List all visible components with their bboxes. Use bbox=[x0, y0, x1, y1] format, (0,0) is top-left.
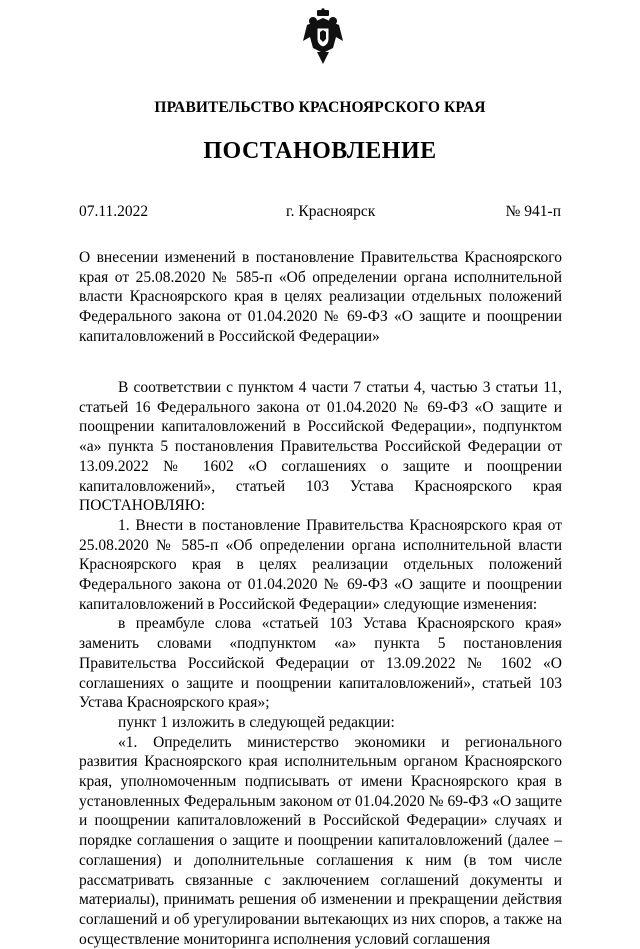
body-paragraph: пункт 1 изложить в следующей редакции: bbox=[118, 713, 395, 731]
body-paragraph: В соответствии с пунктом 4 части 7 статьи 4, частью 3 статьи 11, статьей 16 Федерального закона от 01.04.2020 № 69-ФЗ «О защите и поощрении капиталовложений в Российской Федерации», подпунктом «а» пункта 5 постановления Правительства Российской Федерации от 13.09.2022 № 1602 «О соглашениях о защите и поощрении капиталовложений», статьей 103 Устава Красноярского края ПОСТАНОВЛЯЮ: bbox=[79, 379, 562, 515]
document-type-title: ПОСТАНОВЛЕНИЕ bbox=[203, 138, 437, 164]
government-title: ПРАВИТЕЛЬСТВО КРАСНОЯРСКОГО КРАЯ bbox=[154, 99, 486, 116]
document-number: № 941-п bbox=[505, 203, 561, 220]
body-paragraph: «1. Определить министерство экономики и регионального развития Красноярского края исполнительным органом Красноярского края, уполномоченным подписывать от имени Красноярского края в установленных Федеральным законом от 01.04.2020 № 69-ФЗ «О защите и поощрении капиталовложений в Российской Федерации» случаях и порядке соглашения о защите и поощрении капиталовложений (далее – соглашения) и дополнительные соглашения к ним (в том числе рассматривать связанные с заключением соглашений документы и материалы), принимать решения об изменении и прекращении действия соглашений и об урегулировании вытекающих из них споров, а также на осуществление мониторинга исполнения условий соглашения bbox=[79, 733, 562, 948]
subject-text: О внесении изменений в постановление Правительства Красноярского края от 25.08.2020 № 585-п «Об определении органа исполнительной власти Красноярского края в целях реализации отдельных положений Федерального закона от 01.04.2020 № 69-ФЗ «О защите и поощрении капиталовложений в Российской Федерации» bbox=[79, 249, 562, 345]
document-subject bbox=[79, 248, 562, 347]
document-city: г. Красноярск bbox=[286, 203, 376, 220]
krasnoyarsk-coat-of-arms-icon bbox=[302, 8, 344, 66]
body-paragraph: 1. Внести в постановление Правительства Красноярского края от 25.08.2020 № 585-п «Об определении органа исполнительной власти Красноярского края в целях реализации отдельных положений Федерального закона от 01.04.2020 № 69-ФЗ «О защите и поощрении капиталовложений в Российской Федерации» следующие изменения: bbox=[79, 516, 562, 613]
document-date: 07.11.2022 bbox=[79, 203, 149, 220]
body-paragraph: в преамбуле слова «статьей 103 Устава Красноярского края» заменить словами «подпунктом «а» пункта 5 постановления Правительства Российской Федерации от 13.09.2022 № 1602 «О соглашениях о защите и поощрении капиталовложений», статьей 103 Устава Красноярского края»; bbox=[79, 615, 562, 712]
document-body bbox=[79, 378, 562, 949]
